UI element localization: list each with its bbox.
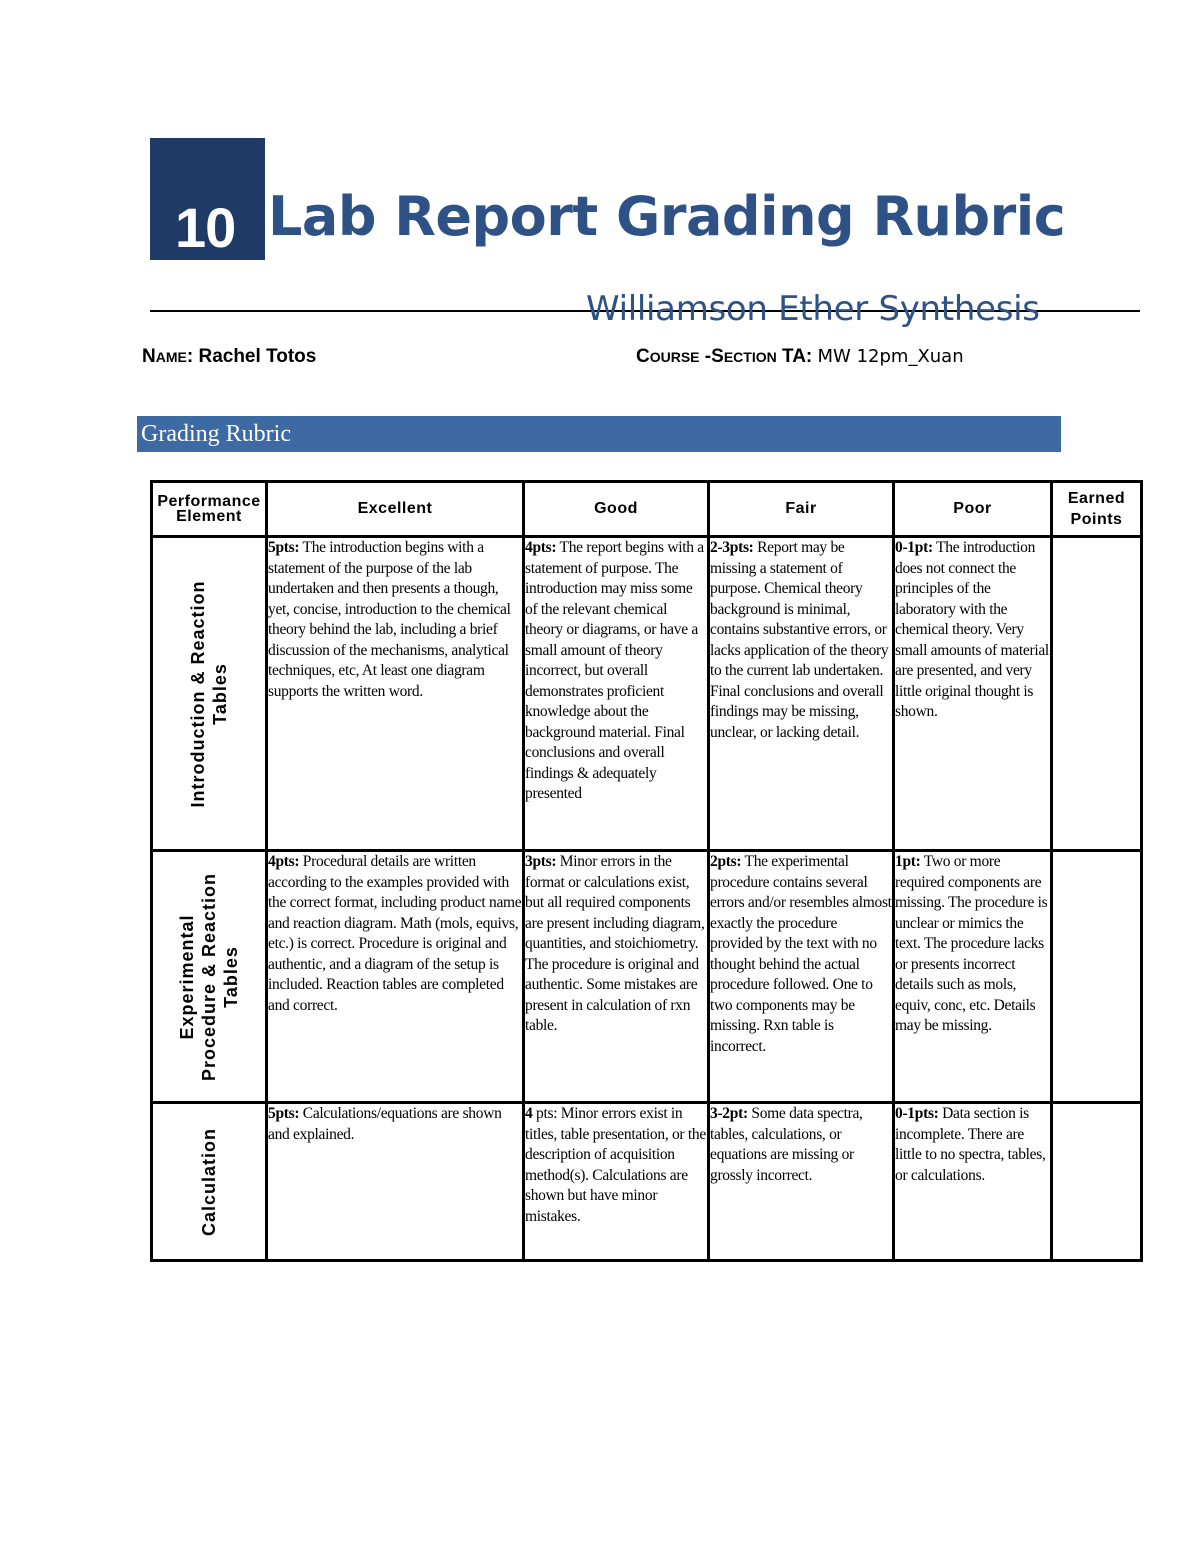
cell-description: pts: Minor errors exist in titles, table presentation, or the description of acquisition method(s). Calculations are shown but have minor mistakes. — [525, 1105, 706, 1225]
cell-points: 4pts: — [525, 539, 557, 556]
row-element-line2: Tables — [210, 662, 230, 725]
cell-earned-points — [1052, 537, 1142, 851]
cell-points: 0-1pt: — [895, 539, 933, 556]
cell-excellent — [267, 851, 524, 1103]
cell-description: Two or more required components are missing. The procedure is unclear or mimics the text. The procedure lacks or presents incorrect details such as mols, equiv, conc, etc. Details may be missing. — [895, 853, 1048, 1034]
header-good: Good — [524, 482, 709, 537]
cell-description: Data section is incomplete. There are little to no spectra, tables, or calculations. — [895, 1105, 1046, 1184]
cell-description: Some data spectra, tables, calculations, or equations are missing or grossly incorrect. — [710, 1105, 863, 1184]
ta-label: TA: — [776, 346, 813, 367]
cell-fair — [709, 851, 894, 1103]
cell-points: 1pt: — [895, 853, 921, 870]
cell-points: 5pts: — [268, 1105, 300, 1122]
name-label-initial: N — [142, 346, 156, 367]
table-row — [152, 537, 1142, 851]
cell-points: 4 — [525, 1105, 533, 1122]
section-label-rest: ECTION — [723, 349, 777, 365]
cell-good — [524, 1103, 709, 1261]
name-label-colon: : — [186, 346, 194, 367]
cell-fair — [709, 537, 894, 851]
page-subtitle: Williamson Ether Synthesis — [586, 289, 1040, 329]
student-name-value: Rachel Totos — [198, 346, 317, 367]
row-element-calculation — [152, 1103, 267, 1261]
row-element-line3: Tables — [221, 945, 241, 1008]
cell-points: 5pts: — [268, 539, 300, 556]
page-title: Lab Report Grading Rubric — [268, 185, 1066, 248]
course-label-rest: OURSE — [649, 349, 700, 365]
row-element-line2: Procedure & Reaction — [199, 872, 219, 1081]
header-excellent: Excellent — [267, 482, 524, 537]
cell-poor — [894, 537, 1052, 851]
cell-points: 2-3pts: — [710, 539, 754, 556]
name-label-rest: AME — [155, 349, 187, 365]
header-performance-element — [152, 482, 267, 537]
cell-excellent — [267, 1103, 524, 1261]
row-element-line1: Introduction & Reaction — [188, 580, 208, 807]
cell-description: Procedural details are written according to the examples provided with the correct format, including product name and reaction diagram. Math (mols, equivs, etc.) is correct. Procedure is original and authentic, and a diagram of the setup is included. Reaction tables are completed and correct. — [268, 853, 522, 1014]
cell-description: Calculations/equations are shown and explained. — [268, 1105, 502, 1143]
table-header-row — [152, 482, 1142, 537]
cell-good — [524, 851, 709, 1103]
header-performance-line1: Performance — [157, 493, 261, 510]
chapter-number: 10 — [175, 196, 236, 259]
cell-points: 4pts: — [268, 853, 300, 870]
row-element-experimental — [152, 851, 267, 1103]
row-element-line1: Calculation — [199, 1127, 219, 1236]
cell-earned-points — [1052, 851, 1142, 1103]
header-fair: Fair — [709, 482, 894, 537]
cell-points: 0-1pts: — [895, 1105, 939, 1122]
section-heading-bar: Grading Rubric — [137, 416, 1061, 452]
course-section-value: MW 12pm_Xuan — [817, 346, 964, 367]
cell-description: The report begins with a statement of purpose. The introduction may miss some of the relevant chemical theory or diagrams, or have a small amount of theory incorrect, but overall demonstrates proficient knowledge about the background material. Final conclusions and overall findings & adequately presented — [525, 539, 704, 802]
row-element-line1: Experimental — [177, 913, 197, 1040]
grading-rubric-table — [150, 480, 1143, 1262]
header-performance-line2: Element — [176, 508, 242, 525]
header-earned-line1: Earned — [1067, 490, 1126, 507]
cell-fair — [709, 1103, 894, 1261]
cell-description: The introduction begins with a statement of the purpose of the lab undertaken and then presents a though, yet, concise, introduction to the chemical theory behind the lab, including a brief discussion of the mechanisms, analytical techniques, etc, At least one diagram supports the written word. — [268, 539, 511, 700]
cell-poor — [894, 851, 1052, 1103]
header-poor: Poor — [894, 482, 1052, 537]
section-label-initial: S — [711, 346, 724, 367]
cell-points: 3-2pt: — [710, 1105, 748, 1122]
course-label-dash: - — [699, 346, 712, 367]
cell-excellent — [267, 537, 524, 851]
cell-poor — [894, 1103, 1052, 1261]
header-earned-points — [1052, 482, 1142, 537]
cell-description: Report may be missing a statement of purpose. Chemical theory background is minimal, contains substantive errors, or lacks application of the theory to the current lab undertaken. Final conclusions and overall findings may be missing, unclear, or lacking detail. — [710, 539, 889, 741]
cell-earned-points — [1052, 1103, 1142, 1261]
student-name-field — [142, 346, 316, 368]
cell-description: Minor errors in the format or calculations exist, but all required components are present including diagram, quantities, and stoichiometry. The procedure is original and authentic. Some mistakes are present in calculation of rxn table. — [525, 853, 705, 1034]
course-label-initial: C — [636, 346, 650, 367]
table-row — [152, 1103, 1142, 1261]
cell-good — [524, 537, 709, 851]
table-row — [152, 851, 1142, 1103]
cell-description: The experimental procedure contains several errors and/or resembles almost exactly the procedure provided by the text with no thought behind the actual procedure followed. One to two components may be missing. Rxn table is incorrect. — [710, 853, 892, 1055]
header-earned-line2: Points — [1070, 511, 1123, 528]
cell-description: The introduction does not connect the principles of the laboratory with the chemical theory. Very small amounts of material are presented, and very little original thought is shown. — [895, 539, 1049, 720]
cell-points: 3pts: — [525, 853, 557, 870]
course-section-field — [636, 346, 964, 368]
cell-points: 2pts: — [710, 853, 742, 870]
row-element-introduction — [152, 537, 267, 851]
